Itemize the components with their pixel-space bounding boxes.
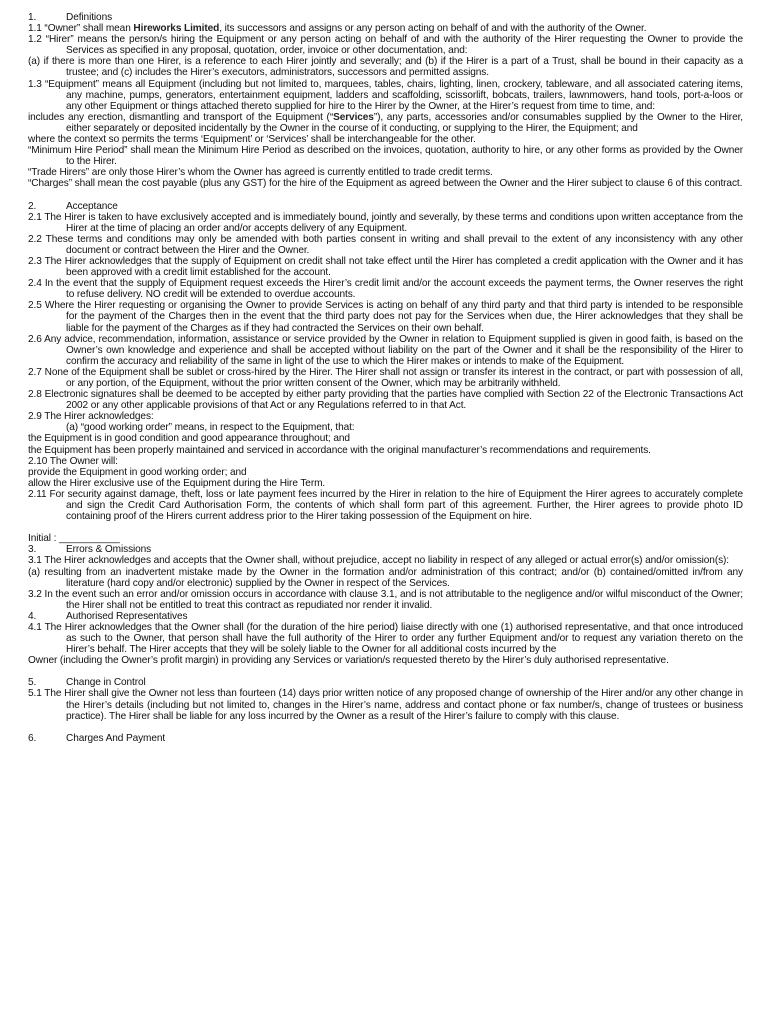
clause-4-1-continued: Owner (including the Owner’s profit margin) in providing any Services or variation/s requested thereto by the Hirer’s duly authorised representative. xyxy=(28,655,669,667)
clause-2-9-c: the Equipment has been properly maintained and serviced in accordance with the original manufacturer’s recommendations and requirements. xyxy=(28,444,651,456)
clause-1-1 xyxy=(28,23,743,34)
clause-2-5: 2.5 Where the Hirer requesting or organising the Owner to provide Services is acting on behalf of any third party and that third party is intended to be responsible for the payment of the Charges then in the event that the third party does not pay for the Services when due, the Hirer acknowledges that they shall be liable for the payment of the Charges as if they had contracted the Services on their own behalf. xyxy=(28,300,743,334)
services-term: Services xyxy=(333,111,374,123)
clause-2-4: 2.4 In the event that the supply of Equipment request exceeds the Hirer’s credit limit and/or the account exceeds the payment terms, the Owner reserves the right to refuse delivery. NO credit will be extended to overdue accounts. xyxy=(28,278,743,301)
clause-2-10: 2.10 The Owner will: xyxy=(28,455,118,467)
section-number: 3. xyxy=(28,544,37,556)
section-title: Charges And Payment xyxy=(66,732,166,744)
section-title: Authorised Representatives xyxy=(66,610,188,622)
section-title: Definitions xyxy=(66,12,113,23)
clause-text: includes any erection, dismantling and transport of the Equipment (“ xyxy=(28,111,334,123)
section-6-heading xyxy=(28,733,743,744)
section-number: 5. xyxy=(28,677,37,689)
clause-trade-hirers: “Trade Hirers” are only those Hirer’s whom the Owner has agreed is currently entitled to trade credit terms. xyxy=(28,167,493,179)
section-number: 2. xyxy=(28,200,37,212)
section-4-heading xyxy=(28,611,743,622)
section-number: 1. xyxy=(28,12,37,23)
clause-2-7: 2.7 None of the Equipment shall be sublet or cross-hired by the Hirer. The Hirer shall not assign or transfer its interest in the contract, or part with possession of all, or any portion, of the Equipment, without the prior written consent of the Owner, which may be arbitrarily withheld. xyxy=(28,366,743,389)
clause-1-2: 1.2 “Hirer” means the person/s hiring the Equipment or any person acting on behalf of and with the authority of the Hirer requesting the Owner to provide the Services as specified in any proposal, quotation, order, invoice or other documentation, and: xyxy=(28,34,743,57)
section-5-heading xyxy=(28,677,743,688)
clause-minimum-hire-period: “Minimum Hire Period” shall mean the Minimum Hire Period as described on the invoices, quotation, authority to hire, or any other forms as provided by the Owner to the Hirer. xyxy=(28,145,743,168)
section-title: Acceptance xyxy=(66,200,118,212)
clause-charges: “Charges” shall mean the cost payable (plus any GST) for the hire of the Equipment as agreed between the Owner and the Hirer subject to clause 6 of this contract. xyxy=(28,178,743,190)
clause-3-1: 3.1 The Hirer acknowledges and accepts that the Owner shall, without prejudice, accept no liability in respect of any alleged or actual error(s) and/or omission(s): xyxy=(28,555,729,567)
clause-4-1: 4.1 The Hirer acknowledges that the Owner shall (for the duration of the hire period) liaise directly with one (1) authorised representative, and that once introduced as such to the Owner, that person shall have the full authority of the Hirer to order any further Equipment and/or to request any variation thereto on the Hirer’s behalf. The Hirer accepts that they will be solely liable to the Owner for all additional costs incurred by the xyxy=(28,621,743,656)
clause-2-9-b: the Equipment is in good condition and good appearance throughout; and xyxy=(28,433,350,445)
clause-2-2: 2.2 These terms and conditions may only be amended with both parties consent in writing and shall prevail to the extent of any inconsistency with any other document or contract between the Hirer and the Owner. xyxy=(28,233,743,256)
clause-2-10-a: provide the Equipment in good working order; and xyxy=(28,466,247,478)
section-1-heading xyxy=(28,12,743,23)
section-number: 4. xyxy=(28,610,37,622)
clause-1-3-context: where the context so permits the terms ‘Equipment’ or ‘Services’ shall be interchangeable for the other. xyxy=(28,134,476,146)
clause-2-9-a: (a) “good working order” means, in respect to the Equipment, that: xyxy=(66,422,355,434)
initial-line: Initial : ___________ xyxy=(28,533,120,545)
section-2-heading xyxy=(28,201,743,212)
clause-3-1-a: (a) resulting from an inadvertent mistake made by the Owner in the formation and/or administration of this contract; and/or (b) contained/omitted in/from any literature (hard copy and/or electronic) supplied by the Owner in respect of the Services. xyxy=(28,566,743,589)
section-title: Change in Control xyxy=(66,677,146,689)
clause-1-3-includes xyxy=(28,112,743,134)
clause-2-8: 2.8 Electronic signatures shall be deemed to be accepted by either party providing that the parties have complied with Section 22 of the Electronic Transactions Act 2002 or any other applicable provisions of that Act or any Regulations referred to in that Act. xyxy=(28,389,743,412)
clause-2-6: 2.6 Any advice, recommendation, information, assistance or service provided by the Owner in relation to Equipment supplied is given in good faith, is based on the Owner’s own knowledge and experience and shall be accepted without liability on the part of the Owner and it shall be the responsibility of the Hirer to confirm the accuracy and reliability of the same in light of the use to which the Hirer makes or intends to make of the Equipment. xyxy=(28,333,743,367)
clause-2-11: 2.11 For security against damage, theft, loss or late payment fees incurred by the Hirer in relation to the hire of Equipment the Hirer agrees to accurately complete and sign the Credit Card Authorisation Form, the contents of which shall form part of this agreement. Further, the Hirer agrees to provide photo ID containing proof of the Hirers current address prior to the Hirer taking possession of the Equipment on hire. xyxy=(28,488,743,523)
clause-1-3: 1.3 “Equipment” means all Equipment (including but not limited to, marquees, tables, chairs, lighting, linen, crockery, tableware, and all associated catering items, any machine, pumps, generators, entertainment equipment, ladders and scaffolding, scissorlift, bobcats, trailers, lawnmowers, hand tools, port-a-loos or any other Equipment or things attached thereto supplied for hire to the Hirer by the Owner, at the Hirer’s request from time to time, and: xyxy=(28,78,743,112)
clause-3-2: 3.2 In the event such an error and/or omission occurs in accordance with clause 3.1, and is not attributable to the negligence and/or wilful misconduct of the Owner; the Hirer shall not be entitled to treat this contract as repudiated nor render it invalid. xyxy=(28,588,743,611)
owner-name: Hireworks Limited xyxy=(133,23,220,35)
clause-text: ”), any parts, accessories and/or consumables supplied by the Owner to the Hirer, either separately or deposited incidentally by the Owner in the course of it conducting, or supplying to the Hirer, the Equipment; and xyxy=(66,111,743,134)
clause-text: 1.1 “Owner” shall mean xyxy=(28,23,134,35)
clause-2-1: 2.1 The Hirer is taken to have exclusively accepted and is immediately bound, jointly and severally, by these terms and conditions upon written acceptance from the Hirer at the time of placing an order and/or accepts delivery of any Equipment. xyxy=(28,211,743,234)
clause-text: , its successors and assigns or any person acting on behalf of and with the authority of the Owner. xyxy=(219,23,647,35)
clause-1-2-a: (a) if there is more than one Hirer, is a reference to each Hirer jointly and severally; and (b) if the Hirer is a part of a Trust, shall be bound in their capacity as a trustee; and (c) includes the Hirer’s executors, administrators, successors and permitted assigns. xyxy=(28,56,743,79)
clause-2-10-b: allow the Hirer exclusive use of the Equipment during the Hire Term. xyxy=(28,477,326,489)
clause-2-3: 2.3 The Hirer acknowledges that the supply of Equipment on credit shall not take effect until the Hirer has completed a credit application with the Owner and it has been approved with a credit limit established for the account. xyxy=(28,255,743,279)
section-title: Errors & Omissions xyxy=(66,544,152,556)
clause-2-9: 2.9 The Hirer acknowledges: xyxy=(28,411,154,423)
section-number: 6. xyxy=(28,732,37,744)
clause-5-1: 5.1 The Hirer shall give the Owner not less than fourteen (14) days prior written notice of any proposed change of ownership of the Hirer and/or any other change in the Hirer’s details (including but not limited to, changes in the Hirer’s name, address and contact phone or fax number/s, change of trustees or business practice). The Hirer shall be liable for any loss incurred by the Owner as a result of the Hirer’s failure to comply with this clause. xyxy=(28,688,743,722)
section-3-heading xyxy=(28,544,743,555)
